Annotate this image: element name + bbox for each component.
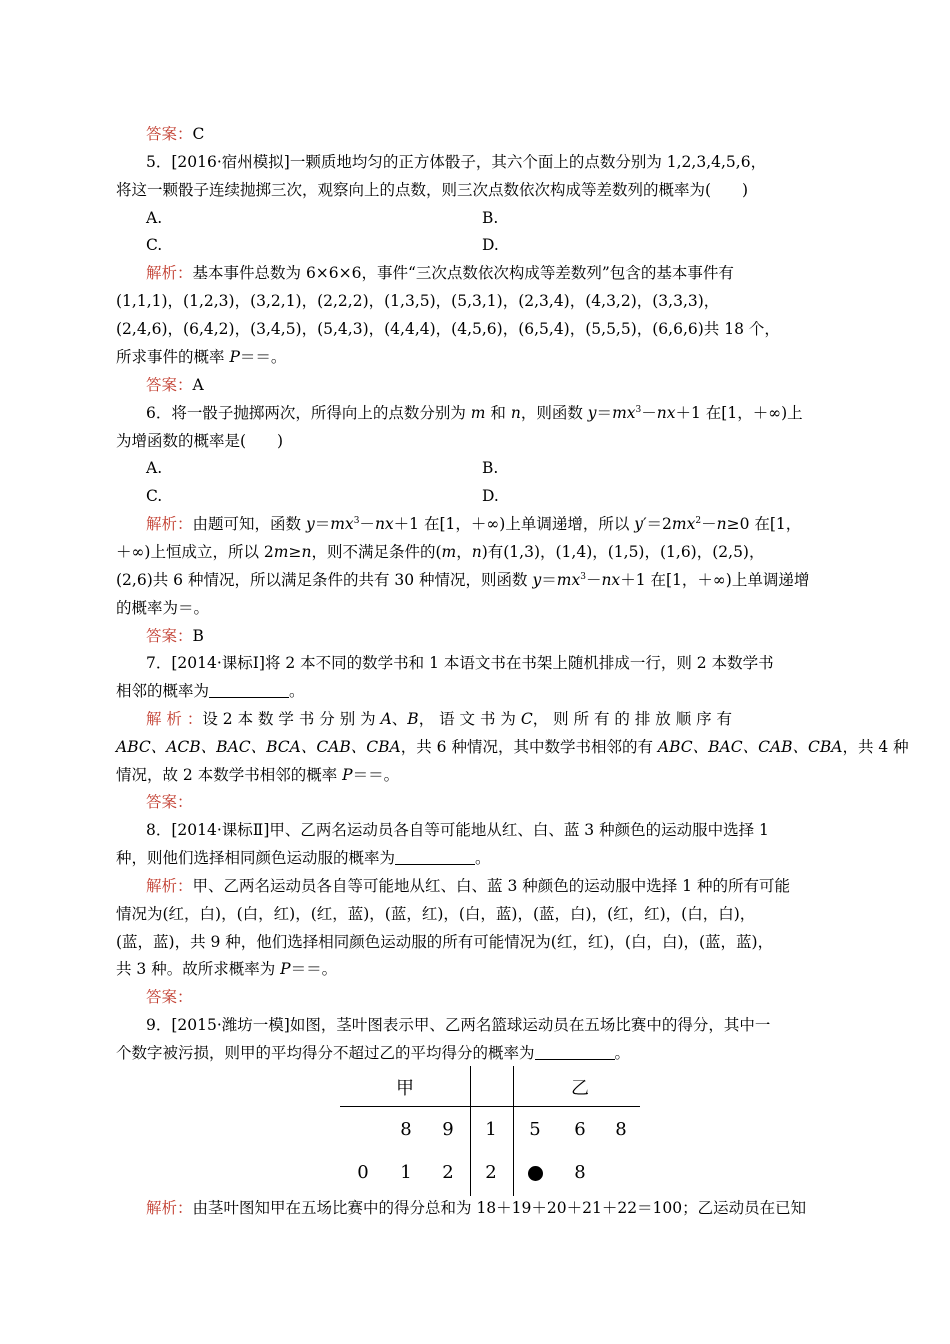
q6-solution-1: 解析：由题可知，函数 $y=mx^3-nx+1$ 在[1，＋∞)上单调递增，所以 $y'=2mx^2-n\ge 0$ 在[1， xyxy=(146,515,802,533)
leaf-left: 9 xyxy=(442,1119,454,1140)
stem-value: 2 xyxy=(485,1162,497,1183)
q5-options-ab: A. B. xyxy=(146,209,499,227)
q7-solution-1: 解 析 ：设 2 本 数 学 书 分 别 为 A、B， 语 文 书 为 C， 则 所 有 的 排 放 顺 序 有 xyxy=(146,710,733,728)
leaf-right: 8 xyxy=(574,1162,586,1183)
leaf-right: 6 xyxy=(574,1119,586,1140)
q9-solution-1: 解析：由茎叶图知甲在五场比赛中的得分总和为 18＋19＋20＋21＋22＝100；乙运动员在已知 xyxy=(146,1199,807,1217)
q7-answer: 答案： xyxy=(146,793,193,811)
q7-solution-2: ABC、ACB、BAC、BCA、CAB、CBA，共 6 种情况，其中数学书相邻的有 ABC、BAC、CAB、CBA，共 4 种 xyxy=(116,738,909,756)
smudged-digit-dot xyxy=(528,1166,543,1181)
q6-solution-4: 的概率为＝。 xyxy=(116,599,210,617)
answer-line: 答案：C xyxy=(146,125,205,143)
q5-solution-4: 所求事件的概率 P＝＝。 xyxy=(116,348,287,366)
q6-solution-3: (2,6)共 6 种情况，所以满足条件的共有 30 种情况，则函数 $y=mx^3-nx+1$ 在[1，＋∞)上单调递增 xyxy=(116,571,810,589)
q8-solution-4: 共 3 种。故所求概率为 P＝＝。 xyxy=(116,960,338,978)
header-jia: 甲 xyxy=(396,1078,414,1099)
q8-solution-1: 解析：甲、乙两名运动员各自等可能地从红、白、蓝 3 种颜色的运动服中选择 1 种的所有可能 xyxy=(146,877,790,895)
q7-stem-2: 相邻的概率为 。 xyxy=(116,682,305,700)
q9-stem-2: 个数字被污损，则甲的平均得分不超过乙的平均得分的概率为 。 xyxy=(116,1044,631,1062)
stem-value: 1 xyxy=(485,1119,497,1140)
q6-options-cd: C. D. xyxy=(146,487,499,505)
q6-solution-2: ＋∞)上恒成立，所以 2m≥n，则不满足条件的(m，n)有(1,3)，(1,4)，(1,5)，(1,6)，(2,5)， xyxy=(116,543,765,561)
q8-stem-1: 8．[2014·课标Ⅱ]甲、乙两名运动员各自等可能地从红、白、蓝 3 种颜色的运动服中选择 1 xyxy=(146,821,769,839)
header-yi: 乙 xyxy=(571,1078,589,1099)
q6-options-ab: A. B. xyxy=(146,459,499,477)
q6-stem-1: 6．将一骰子抛掷两次，所得向上的点数分别为 m 和 n，则函数 $y=mx^3-nx+1$ 在[1，＋∞)上 xyxy=(146,404,803,422)
q5-solution-1: 解析：基本事件总数为 6×6×6，事件“三次点数依次构成等差数列”包含的基本事件有 xyxy=(146,264,734,282)
q6-stem-2: 为增函数的概率是( ) xyxy=(116,432,284,450)
q6-answer: 答案：B xyxy=(146,627,204,645)
leaf-right: 8 xyxy=(615,1119,627,1140)
q8-answer: 答案： xyxy=(146,988,193,1006)
q5-solution-3: (2,4,6)，(6,4,2)，(3,4,5)，(5,4,3)，(4,4,4)，(4,5,6)，(6,5,4)，(5,5,5)，(6,6,6)共 18 个， xyxy=(116,320,780,338)
leaf-right: 5 xyxy=(529,1119,541,1140)
q7-solution-3: 情况，故 2 本数学书相邻的概率 P＝＝。 xyxy=(116,766,400,784)
plot-divider-left xyxy=(470,1066,471,1196)
q5-answer: 答案：A xyxy=(146,376,204,394)
q8-stem-2: 种，则他们选择相同颜色运动服的概率为 。 xyxy=(116,849,491,867)
leaf-left: 2 xyxy=(442,1162,454,1183)
q7-stem-1: 7．[2014·课标Ⅰ]将 2 本不同的数学书和 1 本语文书在书架上随机排成一行，则 2 本数学书 xyxy=(146,654,774,672)
q8-solution-2: 情况为(红，白)，(白，红)，(红，蓝)，(蓝，红)，(白，蓝)，(蓝，白)，(红，红)，(白，白)， xyxy=(116,905,756,923)
answer-blank[interactable] xyxy=(209,683,289,698)
plot-header-rule xyxy=(340,1106,640,1107)
plot-divider-right xyxy=(513,1066,514,1196)
stem-leaf-plot xyxy=(340,1066,640,1196)
q8-solution-3: (蓝，蓝)，共 9 种，他们选择相同颜色运动服的所有可能情况为(红，红)，(白，白)，(蓝，蓝)， xyxy=(116,933,774,951)
answer-blank[interactable] xyxy=(535,1045,615,1060)
leaf-left: 1 xyxy=(400,1162,412,1183)
leaf-left: 0 xyxy=(357,1162,369,1183)
leaf-left: 8 xyxy=(400,1119,412,1140)
q5-options-cd: C. D. xyxy=(146,236,499,254)
q9-stem-1: 9．[2015·潍坊一模]如图，茎叶图表示甲、乙两名篮球运动员在五场比赛中的得分，其中一 xyxy=(146,1016,771,1034)
q5-stem-2: 将这一颗骰子连续抛掷三次，观察向上的点数，则三次点数依次构成等差数列的概率为( ) xyxy=(116,181,749,199)
q5-stem-1: 5．[2016·宿州模拟]一颗质地均匀的正方体骰子，其六个面上的点数分别为 1,2,3,4,5,6， xyxy=(146,153,767,171)
answer-blank[interactable] xyxy=(395,850,475,865)
q5-solution-2: (1,1,1)，(1,2,3)，(3,2,1)，(2,2,2)，(1,3,5)，(5,3,1)，(2,3,4)，(4,3,2)，(3,3,3)， xyxy=(116,292,720,310)
